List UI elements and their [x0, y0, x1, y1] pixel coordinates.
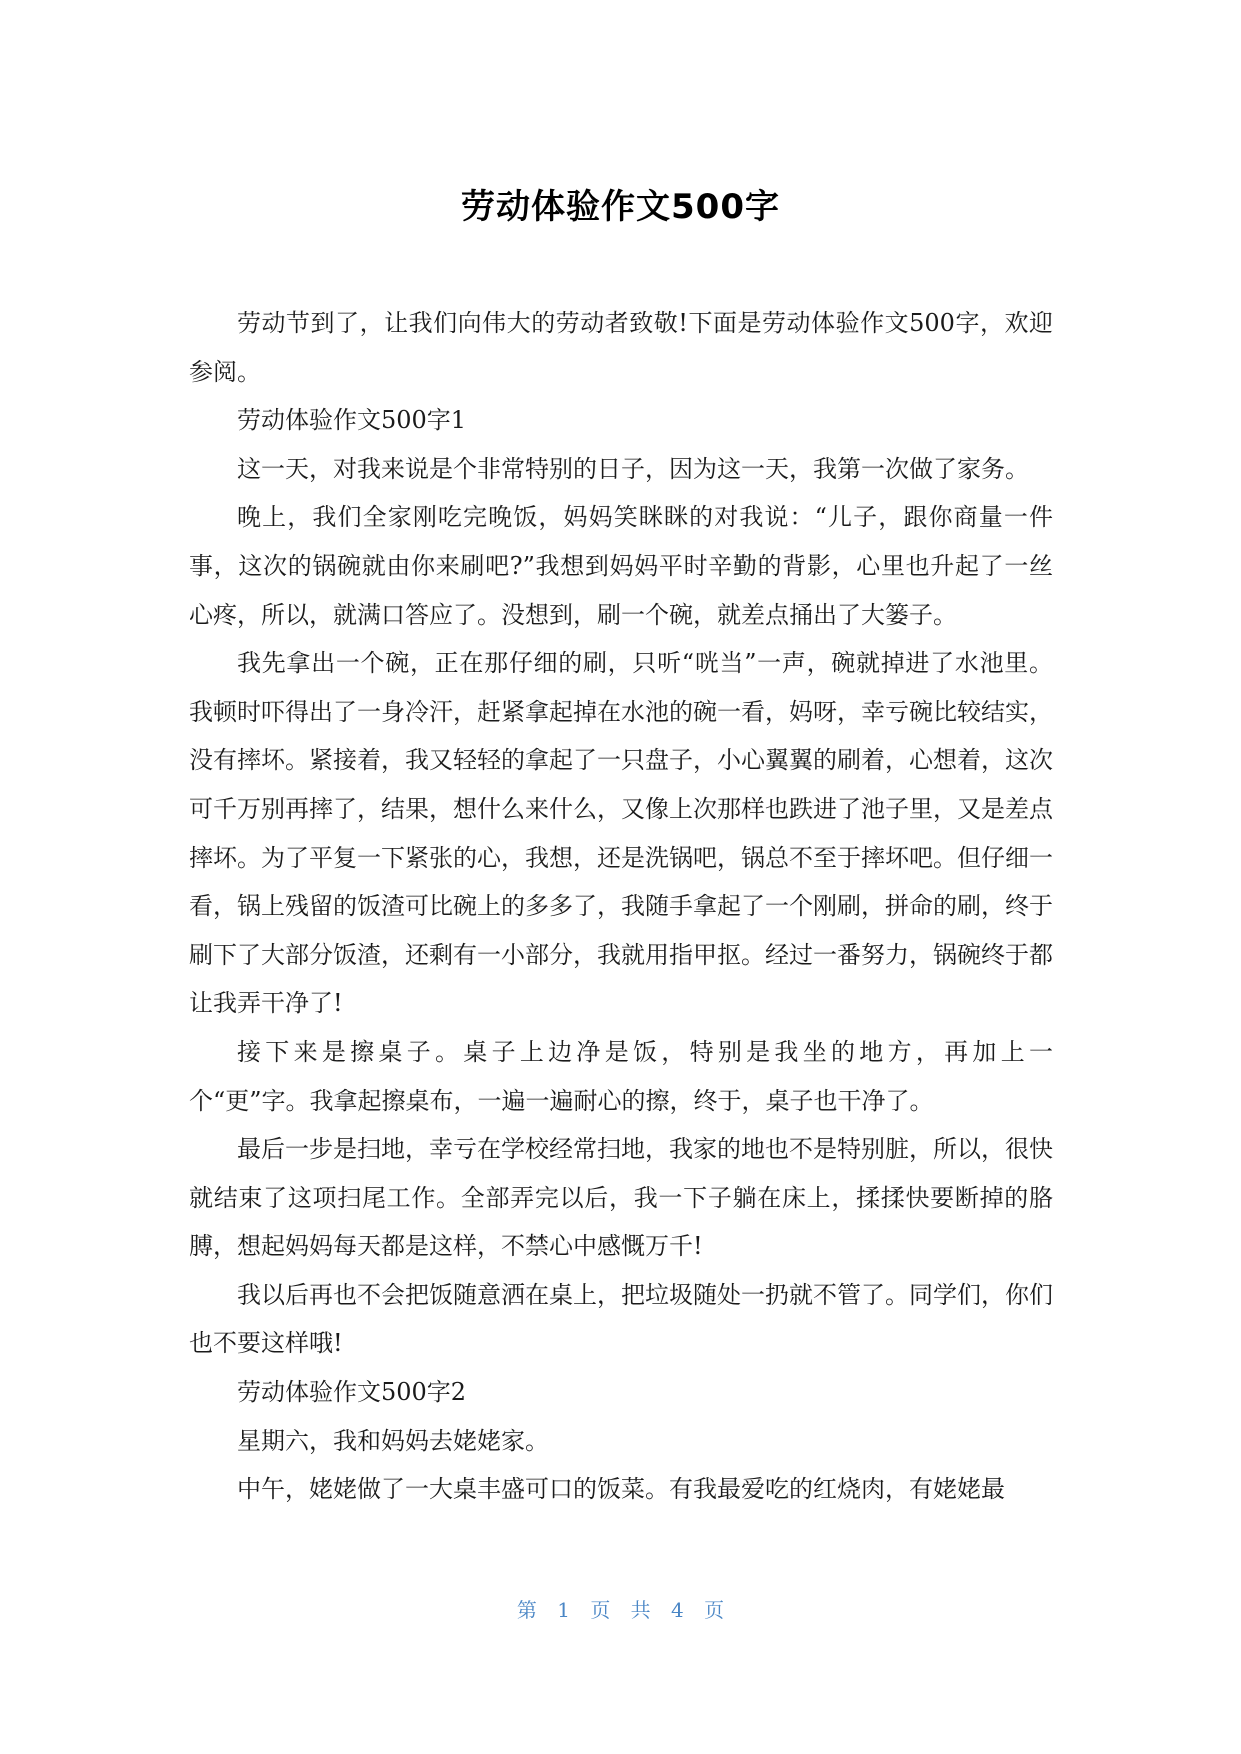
paragraph-intro: 劳动节到了，让我们向伟大的劳动者致敬!下面是劳动体验作文500字，欢迎参阅。 [189, 309, 1053, 386]
document-title: 劳动体验作文500字 [461, 187, 780, 227]
paragraph: 晚上，我们全家刚吃完晚饭，妈妈笑眯眯的对我说：“儿子，跟你商量一件事，这次的锅碗就由你来刷吧?”我想到妈妈平时辛勤的背影，心里也升起了一丝心疼，所以，就满口答应了。没想到，刷一个碗，就差点捅出了大篓子。 [189, 503, 1053, 629]
paragraph: 我以后再也不会把饭随意洒在桌上，把垃圾随处一扔就不管了。同学们，你们也不要这样哦! [189, 1280, 1053, 1358]
paragraph: 中午，姥姥做了一大桌丰盛可口的饭菜。有我最爱吃的红烧肉，有姥姥最 [237, 1475, 1005, 1504]
paragraph: 这一天，对我来说是个非常特别的日子，因为这一天，我第一次做了家务。 [237, 454, 1029, 483]
section-heading-1: 劳动体验作文500字1 [237, 406, 467, 435]
page-number-footer: 第 1 页 共 4 页 [516, 1598, 725, 1622]
paragraph: 最后一步是扫地，幸亏在学校经常扫地，我家的地也不是特别脏，所以，很快就结束了这项扫尾工作。全部弄完以后，我一下子躺在床上，揉揉快要断掉的胳膊，想起妈妈每天都是这样，不禁心中感慨万千! [189, 1135, 1053, 1261]
section-heading-2: 劳动体验作文500字2 [237, 1378, 467, 1407]
paragraph: 接下来是擦桌子。桌子上边净是饭，特别是我坐的地方，再加上一个“更”字。我拿起擦桌布，一遍一遍耐心的擦，终于，桌子也干净了。 [189, 1037, 1053, 1115]
paragraph: 星期六，我和妈妈去姥姥家。 [237, 1426, 549, 1455]
paragraph: 我先拿出一个碗，正在那仔细的刷，只听“咣当”一声，碗就掉进了水池里。我顿时吓得出了一身冷汗，赶紧拿起掉在水池的碗一看，妈呀，幸亏碗比较结实，没有摔坏。紧接着，我又轻轻的拿起了一只盘子，小心翼翼的刷着，心想着，这次可千万别再摔了，结果，想什么来什么，又像上次那样也跌进了池子里，又是差点摔坏。为了平复一下紧张的心，我想，还是洗锅吧，锅总不至于摔坏吧。但仔细一看，锅上残留的饭渣可比碗上的多多了，我随手拿起了一个刚刷，拼命的刷，终于刷下了大部分饭渣，还剩有一小部分，我就用指甲抠。经过一番努力，锅碗终于都让我弄干净了! [189, 649, 1053, 1018]
document-body [189, 299, 1053, 1514]
